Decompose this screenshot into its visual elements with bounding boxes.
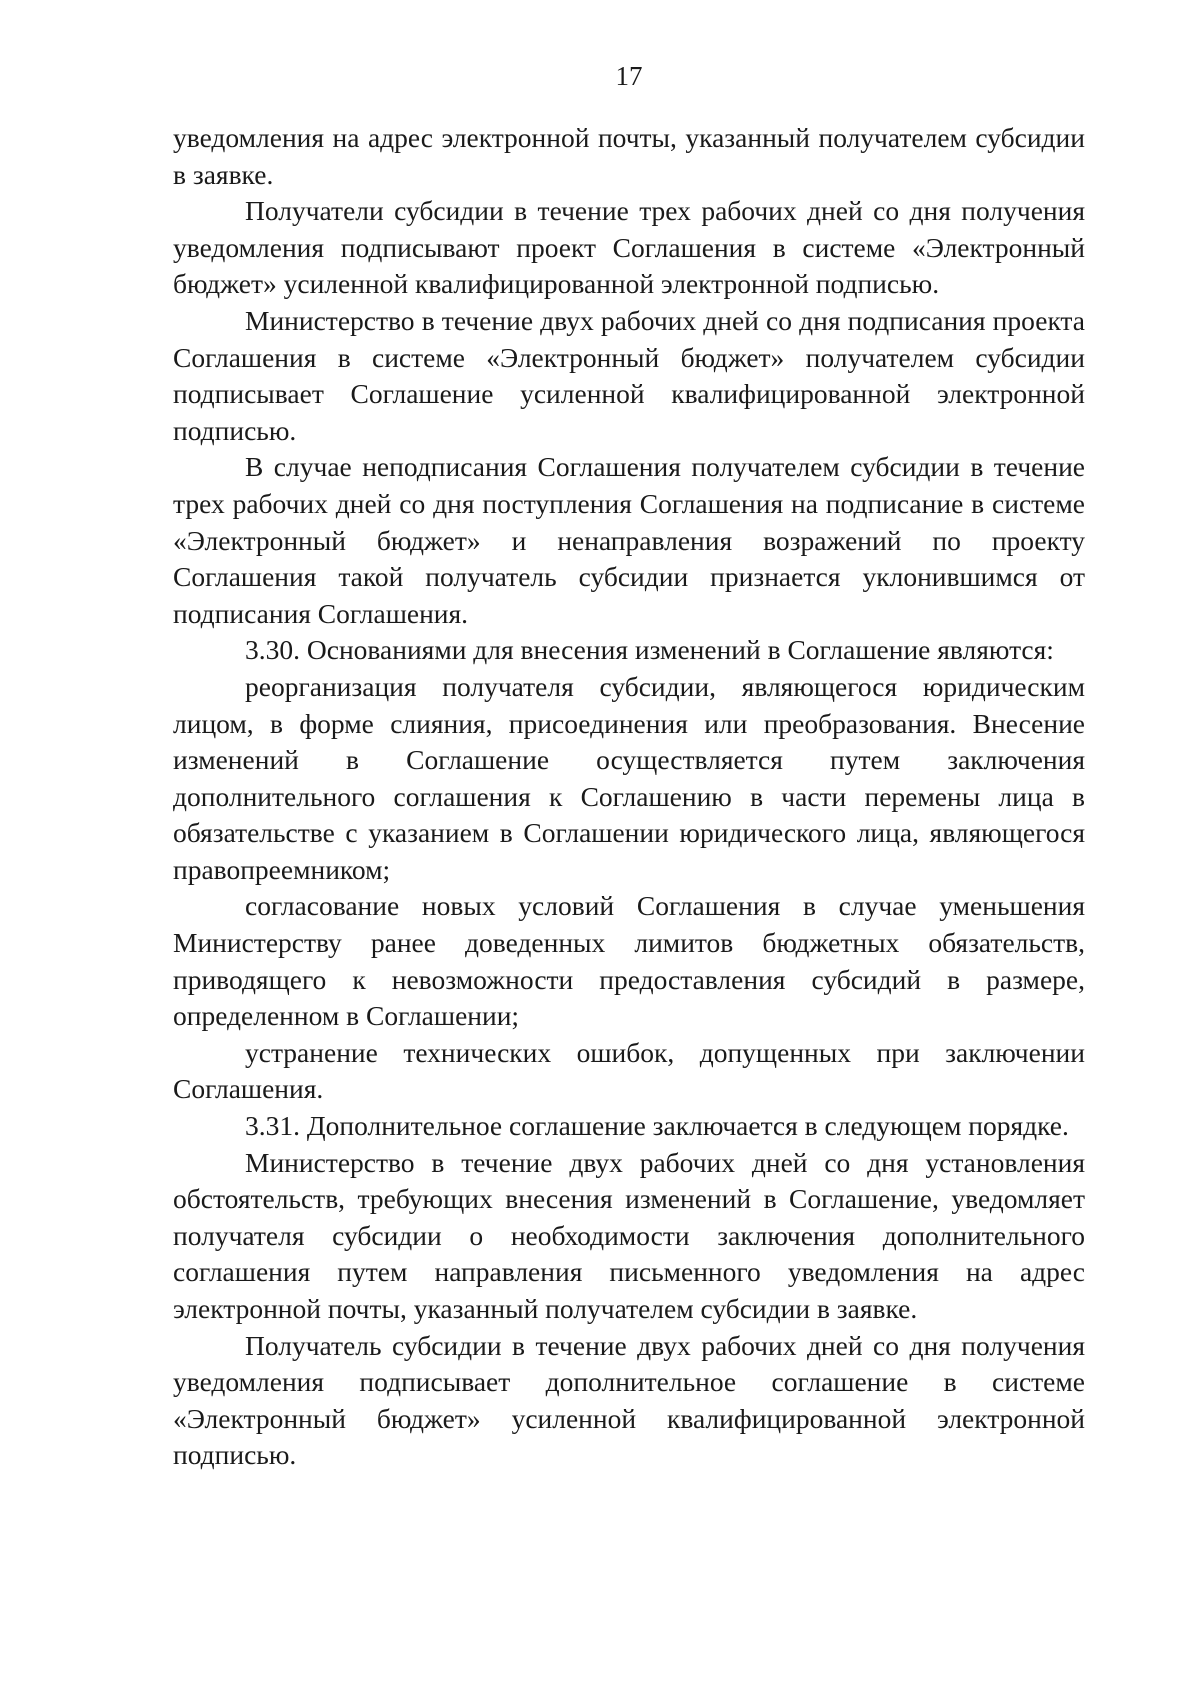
paragraph-non-signing: В случае неподписания Соглашения получателем субсидии в течение трех рабочих дней со дня поступления Соглашения на подписание в системе «Электронный бюджет» и ненаправления возражений по проекту Соглашения такой получатель субсидии признается уклонившимся от подписания Соглашения. [173,451,1085,629]
paragraph-clause-3-31: 3.31. Дополнительное соглашение заключается в следующем порядке. [245,1110,1069,1142]
paragraph-reorganization: реорганизация получателя субсидии, являющегося юридическим лицом, в форме слияния, присоединения или преобразования. Внесение изменений в Соглашение осуществляется путем заключения дополнительного соглашения к Соглашению в части перемены лица в обязательстве с указанием в Соглашении юридического лица, являющегося правопреемником; [173,670,1085,885]
paragraph-continuation: уведомления на адрес электронной почты, указанный получателем субсидии в заявке. [173,122,1085,190]
paragraph-ministry-signs: Министерство в течение двух рабочих дней со дня подписания проекта Соглашения в системе «Электронный бюджет» получателем субсидии подписывает Соглашение усиленной квалифицированной электронной подписью. [173,304,1085,446]
page-number: 17 [615,61,643,91]
paragraph-ministry-notifies: Министерство в течение двух рабочих дней со дня установления обстоятельств, требующих внесения изменений в Соглашение, уведомляет получателя субсидии о необходимости заключения дополнительного соглашения путем направления письменного уведомления на адрес электронной почты, указанный получателем субсидии в заявке. [173,1146,1085,1324]
paragraph-clause-3-30: 3.30. Основаниями для внесения изменений в Соглашение являются: [245,634,1054,666]
document-body [173,120,1085,1474]
paragraph-technical-errors: устранение технических ошибок, допущенных при заключении Соглашения. [173,1036,1085,1105]
paragraph-recipients-sign: Получатели субсидии в течение трех рабочих дней со дня получения уведомления подписывают проект Соглашения в системе «Электронный бюджет» усиленной квалифицированной электронной подписью. [173,195,1085,300]
paragraph-new-conditions: согласование новых условий Соглашения в случае уменьшения Министерству ранее доведенных лимитов бюджетных обязательств, приводящего к невозможности предоставления субсидий в размере, определенном в Соглашении; [173,890,1085,1032]
paragraph-recipient-signs-additional: Получатель субсидии в течение двух рабочих дней со дня получения уведомления подписывает дополнительное соглашение в системе «Электронный бюджет» усиленной квалифицированной электронной подписью. [173,1329,1085,1471]
